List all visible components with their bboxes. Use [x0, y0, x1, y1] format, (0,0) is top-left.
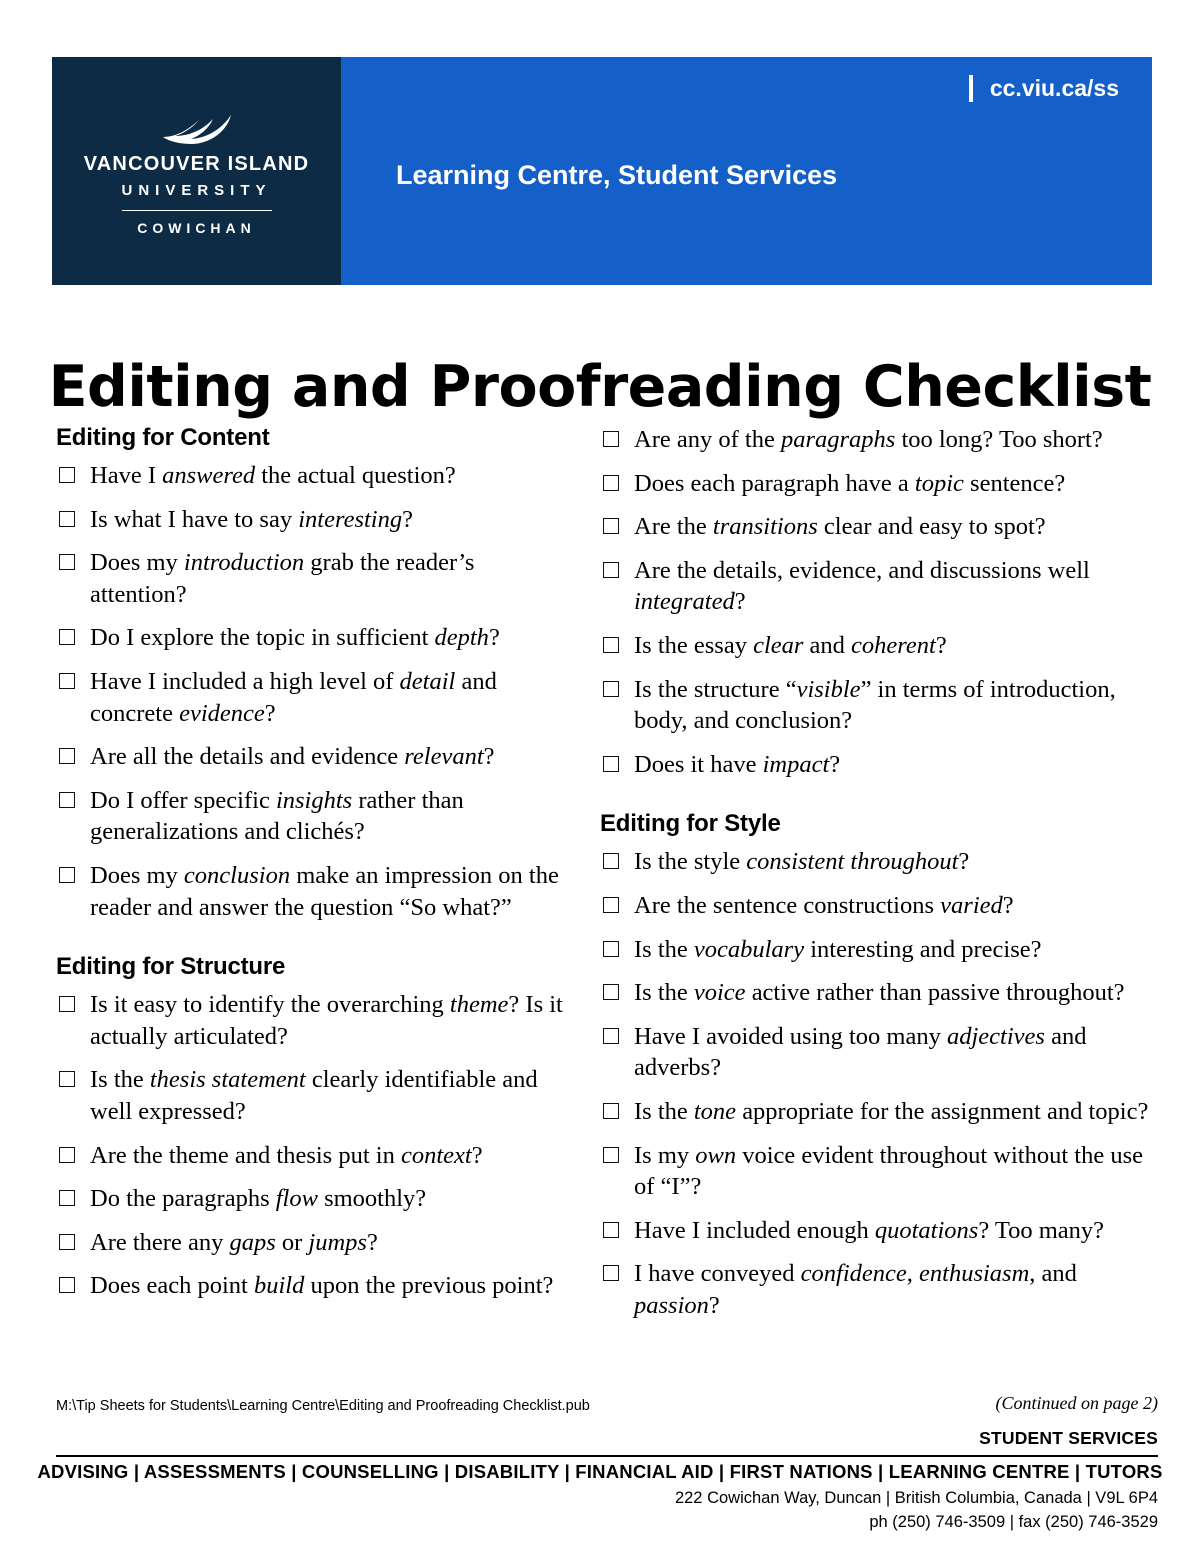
checklist-item[interactable]	[56, 547, 568, 610]
checklist-item[interactable]	[600, 1021, 1156, 1084]
checklist-item-label: Are the sentence constructions varied?	[634, 891, 1014, 919]
checklist-item-label: Is the thesis statement clearly identifiable and well expressed?	[90, 1066, 538, 1125]
checklist-item[interactable]	[56, 504, 568, 536]
checkbox-icon[interactable]	[59, 748, 75, 764]
checkbox-icon[interactable]	[603, 756, 619, 772]
checkbox-icon[interactable]	[603, 562, 619, 578]
checklist-editing-for-content	[56, 460, 568, 923]
checklist-item-label: Is the essay clear and coherent?	[634, 631, 947, 659]
left-column	[56, 424, 568, 1314]
checklist-item-label: Does my conclusion make an impression on the reader and answer the question “So what?”	[90, 861, 559, 921]
page-title: Editing and Proofreading Checklist	[48, 354, 1152, 421]
checkbox-icon[interactable]	[603, 637, 619, 653]
checklist-item[interactable]	[600, 468, 1156, 500]
checklist-item-label: Is my own voice evident throughout without the use of “I”?	[634, 1141, 1143, 1201]
url-divider-bar	[969, 75, 973, 102]
footer-divider	[56, 1455, 1158, 1457]
checklist-item[interactable]	[56, 741, 568, 773]
checklist-item[interactable]	[600, 890, 1156, 922]
checklist-item[interactable]	[600, 674, 1156, 737]
checkbox-icon[interactable]	[603, 431, 619, 447]
checkbox-icon[interactable]	[603, 984, 619, 1000]
checklist-editing-for-style	[600, 846, 1156, 1321]
checkbox-icon[interactable]	[59, 467, 75, 483]
checklist-item-label: I have conveyed confidence, enthusiasm, and passion?	[634, 1260, 1077, 1319]
checkbox-icon[interactable]	[603, 681, 619, 697]
checkbox-icon[interactable]	[603, 1222, 619, 1238]
checklist-editing-for-structure	[56, 989, 568, 1302]
checklist-item-label: Does each point build upon the previous point?	[90, 1272, 554, 1300]
right-column	[600, 424, 1156, 1333]
header-banner	[52, 57, 1152, 285]
section-heading-editing-for-structure: Editing for Structure	[56, 953, 286, 981]
checklist-item-label: Are any of the paragraphs too long? Too short?	[634, 426, 1103, 453]
checkbox-icon[interactable]	[603, 853, 619, 869]
checklist-item[interactable]	[600, 555, 1156, 618]
checkbox-icon[interactable]	[603, 1147, 619, 1163]
checklist-item-label: Are the transitions clear and easy to spot?	[634, 513, 1046, 541]
checkbox-icon[interactable]	[59, 1234, 75, 1250]
checkbox-icon[interactable]	[603, 941, 619, 957]
checklist-item[interactable]	[600, 1215, 1156, 1247]
checklist-item[interactable]	[600, 846, 1156, 878]
checkbox-icon[interactable]	[59, 511, 75, 527]
checklist-item-label: Does it have impact?	[634, 750, 841, 778]
viu-logo	[52, 57, 341, 285]
checklist-item[interactable]	[600, 424, 1156, 456]
checklist-item[interactable]	[56, 622, 568, 654]
checkbox-icon[interactable]	[59, 996, 75, 1012]
continued-note: (Continued on page 2)	[995, 1393, 1158, 1413]
checklist-item-label: Does each paragraph have a topic sentence?	[634, 469, 1066, 497]
checklist-item-label: Is the tone appropriate for the assignment and topic?	[634, 1097, 1149, 1125]
checklist-item[interactable]	[56, 1064, 568, 1127]
checklist-item-label: Do I explore the topic in sufficient depth?	[90, 624, 500, 652]
file-path: M:\Tip Sheets for Students\Learning Centre\Editing and Proofreading Checklist.pub	[56, 1398, 590, 1414]
url-text: cc.viu.ca/ss	[989, 75, 1119, 101]
checklist-item-label: Are there any gaps or jumps?	[90, 1228, 378, 1256]
checklist-item[interactable]	[56, 460, 568, 492]
checklist-item[interactable]	[56, 1140, 568, 1172]
checklist-item[interactable]	[56, 1270, 568, 1302]
checkbox-icon[interactable]	[59, 554, 75, 570]
section-heading-editing-for-content: Editing for Content	[56, 424, 270, 451]
checklist-item-label: Have I avoided using too many adjectives and adverbs?	[634, 1022, 1087, 1082]
checkbox-icon[interactable]	[59, 792, 75, 808]
checklist-item-label: Are all the details and evidence relevant?	[90, 743, 495, 771]
footer-services-list: ADVISING | ASSESSMENTS | COUNSELLING | DISABILITY | FINANCIAL AID | FIRST NATIONS | LEARNING CENTRE | TUTORS	[37, 1461, 1163, 1482]
logo-line3: COWICHAN	[137, 219, 256, 236]
checklist-item[interactable]	[56, 989, 568, 1052]
section-heading-editing-for-style: Editing for Style	[600, 810, 781, 838]
checkbox-icon[interactable]	[603, 897, 619, 913]
checkbox-icon[interactable]	[59, 1147, 75, 1163]
banner-blue-area	[341, 57, 1152, 285]
checkbox-icon[interactable]	[603, 475, 619, 491]
checkbox-icon[interactable]	[603, 1265, 619, 1281]
website-url	[969, 75, 1119, 102]
banner-title: Learning Centre, Student Services	[396, 160, 838, 190]
checklist-item[interactable]	[56, 785, 568, 848]
checklist-item[interactable]	[600, 977, 1156, 1009]
checklist-editing-for-structure-continued	[600, 424, 1156, 780]
footer-student-services: STUDENT SERVICES	[979, 1428, 1158, 1448]
checklist-item[interactable]	[600, 1258, 1156, 1321]
checkbox-icon[interactable]	[603, 518, 619, 534]
checklist-item-label: Is the voice active rather than passive throughout?	[634, 979, 1125, 1007]
checklist-item[interactable]	[56, 1183, 568, 1215]
checklist-item[interactable]	[600, 630, 1156, 662]
checklist-item-label: Is the vocabulary interesting and precise?	[634, 935, 1042, 963]
checklist-item-label: Have I answered the actual question?	[90, 462, 456, 489]
checkbox-icon[interactable]	[603, 1028, 619, 1044]
checklist-item-label: Is the style consistent throughout?	[634, 848, 970, 876]
checklist-item[interactable]	[600, 1140, 1156, 1203]
checklist-item-label: Are the details, evidence, and discussions well integrated?	[634, 556, 1090, 616]
logo-line2: UNIVERSITY	[121, 181, 272, 199]
footer-address: 222 Cowichan Way, Duncan | British Columbia, Canada | V9L 6P4	[674, 1489, 1158, 1507]
checklist-item[interactable]	[56, 1227, 568, 1259]
checkbox-icon[interactable]	[59, 1190, 75, 1206]
checkbox-icon[interactable]	[59, 867, 75, 883]
viu-wave-icon	[159, 107, 235, 145]
checklist-item-label: Have I included a high level of detail and concrete evidence?	[90, 667, 497, 727]
checkbox-icon[interactable]	[59, 1071, 75, 1087]
logo-line1: VANCOUVER ISLAND	[83, 152, 310, 175]
checklist-item[interactable]	[600, 1096, 1156, 1128]
checkbox-icon[interactable]	[59, 629, 75, 645]
checklist-item[interactable]	[56, 666, 568, 729]
checklist-item[interactable]	[600, 934, 1156, 966]
checklist-item-label: Do the paragraphs flow smoothly?	[90, 1185, 427, 1213]
checklist-item[interactable]	[56, 860, 568, 923]
checklist-item[interactable]	[600, 749, 1156, 781]
checklist-item-label: Does my introduction grab the reader’s attention?	[90, 549, 475, 608]
checkbox-icon[interactable]	[59, 673, 75, 689]
logo-divider	[122, 210, 272, 211]
checklist-item-label: Is what I have to say interesting?	[90, 505, 413, 533]
checkbox-icon[interactable]	[603, 1103, 619, 1119]
checklist-item-label: Are the theme and thesis put in context?	[90, 1141, 483, 1169]
checklist-item-label: Do I offer specific insights rather than generalizations and clichés?	[90, 786, 464, 846]
checklist-item-label: Is it easy to identify the overarching theme? Is it actually articulated?	[90, 991, 563, 1050]
footer-phone: ph (250) 746-3509 | fax (250) 746-3529	[869, 1513, 1158, 1531]
checklist-item-label: Is the structure “visible” in terms of introduction, body, and conclusion?	[634, 675, 1116, 735]
checklist-item[interactable]	[600, 511, 1156, 543]
checklist-item-label: Have I included enough quotations? Too many?	[634, 1216, 1105, 1244]
checkbox-icon[interactable]	[59, 1277, 75, 1293]
